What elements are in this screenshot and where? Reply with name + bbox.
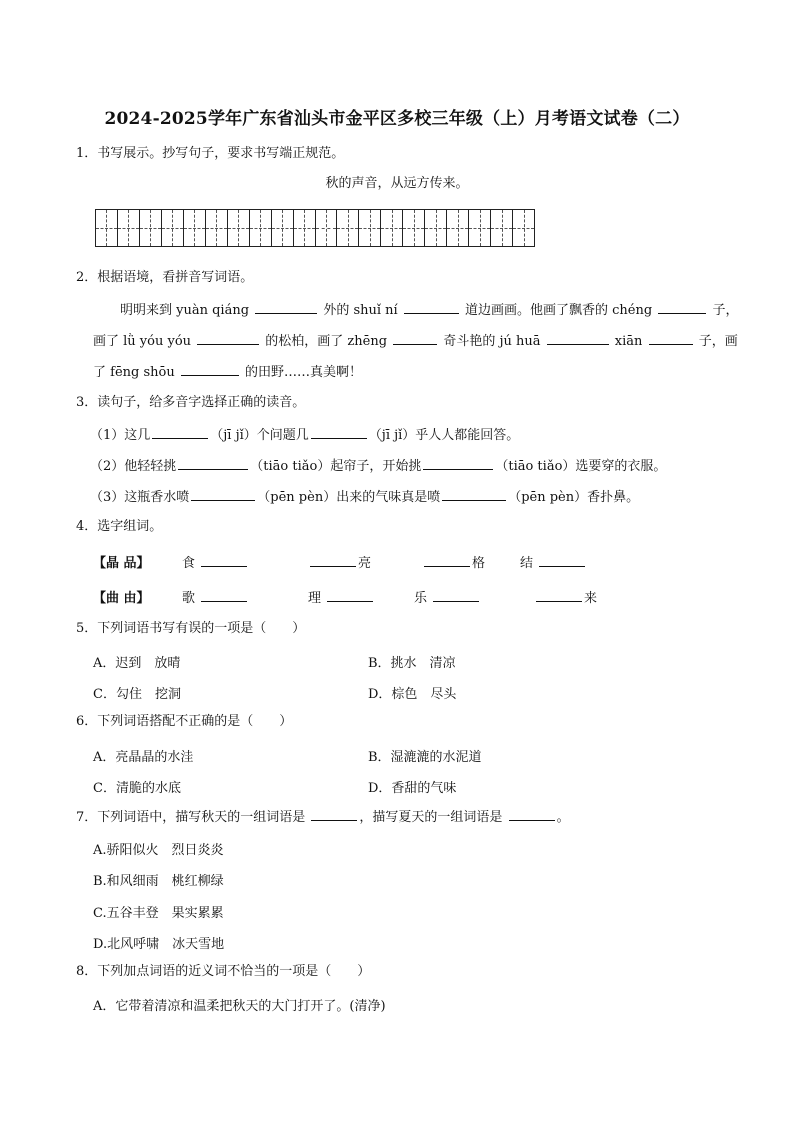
answer-blank[interactable]: [547, 332, 609, 345]
grid-cell[interactable]: [118, 210, 140, 246]
q5-option-d[interactable]: D．棕色 尽头: [368, 687, 457, 702]
answer-blank[interactable]: [178, 457, 248, 470]
q3-text: （jī jǐ）个问题几: [210, 428, 309, 443]
q5-option-c[interactable]: C．勾住 挖洞: [93, 687, 181, 702]
q4-item: [534, 587, 597, 606]
q2-text: 画了 lǜ yóu yóu: [93, 334, 192, 349]
q3-text: （pēn pèn）香扑鼻。: [508, 490, 640, 505]
q4-group-1-label: 【晶 品】: [93, 556, 150, 571]
q7-text: 。: [556, 810, 570, 825]
grid-cell[interactable]: [272, 210, 294, 246]
answer-blank[interactable]: [423, 457, 493, 470]
answer-blank[interactable]: [442, 488, 506, 501]
q7-stem: [76, 808, 570, 826]
q4-char: 理: [308, 591, 322, 606]
q2-stem: 2．根据语境，看拼音写词语。: [76, 270, 254, 285]
answer-blank[interactable]: [201, 589, 247, 602]
q2-line-2: [93, 332, 738, 350]
grid-cell[interactable]: [425, 210, 447, 246]
answer-blank[interactable]: [311, 808, 357, 821]
q4-item: [308, 587, 375, 606]
answer-blank[interactable]: [181, 363, 239, 376]
q7-option-c[interactable]: C.五谷丰登 果实累累: [93, 906, 224, 921]
grid-cell[interactable]: [469, 210, 491, 246]
q4-char: 格: [472, 556, 486, 571]
grid-cell[interactable]: [381, 210, 403, 246]
q2-text: xiān: [614, 334, 643, 349]
q2-line-1: [120, 301, 738, 319]
q4-item: [414, 587, 481, 606]
q5-option-a[interactable]: A．迟到 放晴: [93, 656, 181, 671]
grid-cell[interactable]: [140, 210, 162, 246]
q4-item: [182, 552, 249, 571]
grid-cell[interactable]: [250, 210, 272, 246]
answer-blank[interactable]: [310, 554, 356, 567]
exam-title: 2024-2025学年广东省汕头市金平区多校三年级（上）月考语文试卷（二）: [104, 109, 690, 129]
q2-text: 外的 shuǐ ní: [323, 303, 398, 318]
q3-text: （3）这瓶香水喷: [90, 490, 190, 505]
answer-blank[interactable]: [424, 554, 470, 567]
q4-item: [422, 552, 485, 571]
answer-blank[interactable]: [539, 554, 585, 567]
q4-item: [182, 587, 249, 606]
q1-stem: 1．书写展示。抄写句子，要求书写端正规范。: [76, 146, 345, 161]
answer-blank[interactable]: [191, 488, 255, 501]
q4-char: 来: [584, 591, 598, 606]
q3-text: （1）这几: [90, 428, 151, 443]
grid-cell[interactable]: [491, 210, 513, 246]
answer-blank[interactable]: [201, 554, 247, 567]
q2-text: 子，画: [698, 334, 738, 349]
q7-option-b[interactable]: B.和风细雨 桃红柳绿: [93, 874, 224, 889]
writing-grid[interactable]: [95, 209, 535, 247]
q3-item-3: [90, 488, 639, 506]
grid-cell[interactable]: [184, 210, 206, 246]
grid-cell[interactable]: [162, 210, 184, 246]
q4-char: 乐: [414, 591, 428, 606]
q6-option-d[interactable]: D．香甜的气味: [368, 781, 457, 796]
grid-cell[interactable]: [96, 210, 118, 246]
grid-cell[interactable]: [403, 210, 425, 246]
q3-text: （2）他轻轻挑: [90, 459, 177, 474]
grid-cell[interactable]: [294, 210, 316, 246]
q3-text: （tiāo tiǎo）起帘子，开始挑: [250, 459, 422, 474]
answer-blank[interactable]: [649, 332, 693, 345]
answer-blank[interactable]: [327, 589, 373, 602]
answer-blank[interactable]: [255, 301, 317, 314]
q2-text: 明明来到 yuàn qiáng: [120, 303, 250, 318]
answer-blank[interactable]: [152, 426, 208, 439]
answer-blank[interactable]: [433, 589, 479, 602]
q4-char: 结: [520, 556, 534, 571]
answer-blank[interactable]: [197, 332, 259, 345]
grid-cell[interactable]: [316, 210, 338, 246]
q6-stem: 6．下列词语搭配不正确的是（ ）: [76, 714, 293, 729]
grid-cell[interactable]: [359, 210, 381, 246]
q4-stem: 4．选字组词。: [76, 519, 163, 534]
answer-blank[interactable]: [311, 426, 367, 439]
q2-text: 了 fēng shōu: [93, 365, 175, 380]
q2-text: 道边画画。他画了飘香的 chéng: [464, 303, 653, 318]
q4-char: 歌: [182, 591, 196, 606]
answer-blank[interactable]: [509, 808, 555, 821]
q6-option-a[interactable]: A．亮晶晶的水洼: [93, 750, 194, 765]
q3-item-1: [90, 426, 519, 444]
q1-sentence: 秋的声音，从远方传来。: [325, 176, 469, 191]
q3-stem: 3．读句子，给多音字选择正确的读音。: [76, 395, 306, 410]
grid-cell[interactable]: [447, 210, 469, 246]
q3-item-2: [90, 457, 666, 475]
q3-text: （tiāo tiǎo）选要穿的衣服。: [495, 459, 667, 474]
q5-option-b[interactable]: B．挑水 清凉: [368, 656, 456, 671]
q2-text: 奇斗艳的 jú huā: [443, 334, 541, 349]
q2-text: 的田野……真美啊！: [245, 365, 363, 380]
grid-cell[interactable]: [337, 210, 359, 246]
q4-char: 亮: [358, 556, 372, 571]
answer-blank[interactable]: [536, 589, 582, 602]
grid-cell[interactable]: [206, 210, 228, 246]
answer-blank[interactable]: [404, 301, 459, 314]
q2-line-3: [93, 363, 362, 381]
q4-group-2-label: 【曲 由】: [93, 591, 150, 606]
q3-text: （jī jǐ）乎人人都能回答。: [368, 428, 520, 443]
q7-option-d[interactable]: D.北风呼啸 冰天雪地: [93, 937, 225, 952]
q6-option-b[interactable]: B．湿漉漉的水泥道: [368, 750, 482, 765]
q8-stem: 8．下列加点词语的近义词不恰当的一项是（ ）: [76, 964, 371, 979]
grid-cell[interactable]: [513, 210, 534, 246]
q7-text: ，描写夏天的一组词语是: [359, 810, 503, 825]
q6-option-c[interactable]: C．清脆的水底: [93, 781, 181, 796]
answer-blank[interactable]: [393, 332, 437, 345]
q7-option-a[interactable]: A.骄阳似火 烈日炎炎: [93, 843, 224, 858]
grid-cell[interactable]: [228, 210, 250, 246]
q4-char: 食: [182, 556, 196, 571]
q5-stem: 5．下列词语书写有误的一项是（ ）: [76, 621, 306, 636]
q4-item: [520, 552, 587, 571]
q8-option-a[interactable]: A．它带着清凉和温柔把秋天的大门打开了。(清净): [93, 999, 386, 1014]
q7-text: 7．下列词语中，描写秋天的一组词语是: [76, 810, 306, 825]
answer-blank[interactable]: [658, 301, 706, 314]
q4-item: [308, 552, 371, 571]
q2-text: 子，: [712, 303, 739, 318]
q3-text: （pēn pèn）出来的气味真是喷: [257, 490, 441, 505]
q2-text: 的松柏，画了 zhēng: [265, 334, 388, 349]
